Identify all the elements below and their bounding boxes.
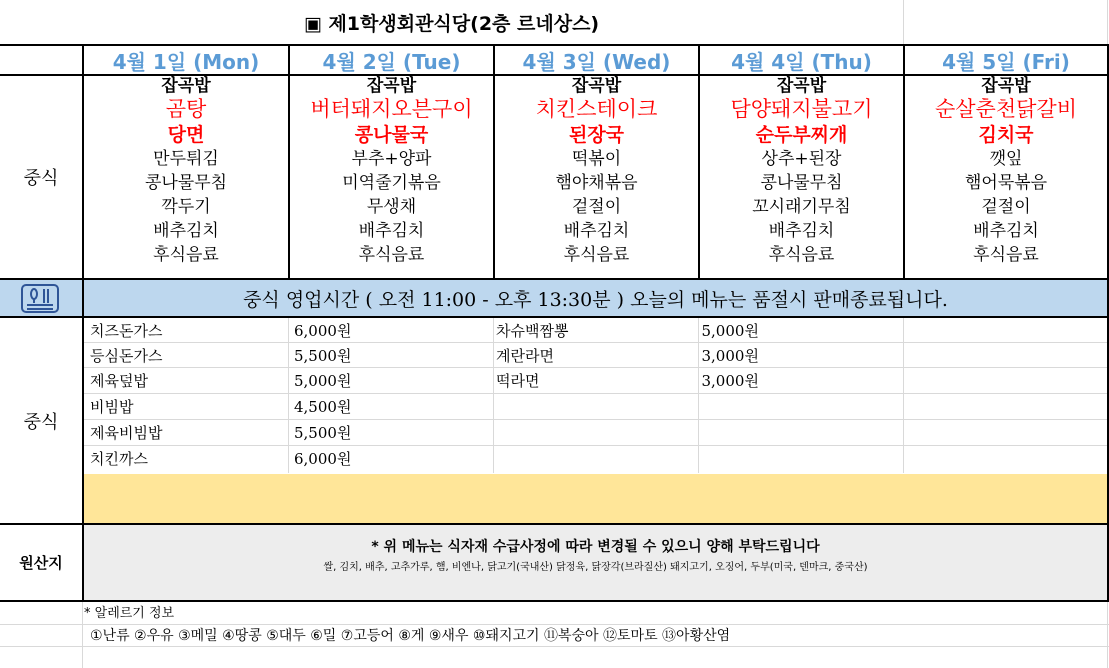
menu-row [84,395,494,419]
menu-price: 6,000원 [294,450,352,468]
day-header-tue: 4월 2일 (Tue) [322,49,461,74]
main-dish: 담양돼지불고기 [730,97,873,121]
main-dish: 순살춘천닭갈비 [934,97,1077,121]
menu-row [84,447,494,471]
side-dish: 깍두기 [161,197,211,217]
soup-dish: 순두부찌개 [755,124,848,146]
menu-name: 계란라면 [496,347,554,365]
side-dish: 상추+된장 [761,149,842,169]
lunch-label: 중식 [23,168,59,189]
menu-name: 떡라면 [496,372,540,390]
soup-dish: 된장국 [568,124,625,146]
rice-item: 잡곡밥 [981,76,1031,96]
menu-name: 치킨까스 [90,450,148,468]
origin-notice: * 위 메뉴는 식자재 수급사정에 따라 변경될 수 있으니 양해 부탁드립니다 [371,539,820,555]
rice-item: 잡곡밥 [161,76,211,96]
side-dish: 배추김치 [768,221,835,241]
menu-price: 5,500원 [294,424,352,442]
side-dish: 후식음료 [768,245,835,265]
menu-name: 비빔밥 [90,398,134,416]
menu-name: 제육비빔밥 [90,424,163,442]
day-header-wed: 4월 3일 (Wed) [522,49,671,74]
side-dish: 배추김치 [973,221,1039,241]
side-dish: 후식음료 [973,245,1039,265]
day-header-fri: 4월 5일 (Fri) [942,49,1070,74]
menu-row [84,319,494,343]
day-menu-thu [700,76,903,276]
day-menu-tue [290,76,493,276]
day-header-mon: 4월 1일 (Mon) [112,49,260,74]
side-dish: 떡볶이 [571,149,622,169]
soup-dish: 당면 [167,124,205,146]
hours-banner-text: 중식 영업시간 ( 오전 11:00 - 오후 13:30분 ) 오늘의 메뉴는 품절시 판매종료됩니다. [243,289,948,311]
origin-label: 원산지 [19,554,63,572]
menu-price: 6,000원 [294,322,352,340]
side-dish: 배추김치 [153,221,219,241]
menu-price: 5,000원 [701,322,759,340]
side-dish: 햄야채볶음 [555,173,638,193]
rice-item: 잡곡밥 [776,76,827,96]
main-dish: 치킨스테이크 [535,97,658,121]
side-dish: 콩나물무침 [760,173,843,193]
menu-row [84,369,494,393]
menu-row [490,319,900,343]
side-dish: 콩나물무침 [144,173,228,193]
menu-row [490,369,900,393]
page-title: ▣ 제1학생회관식당(2층 르네상스) [303,12,600,35]
fixed-menu-left [84,319,494,471]
rice-item: 잡곡밥 [571,76,622,96]
side-dish: 깻잎 [989,149,1023,169]
menu-name: 차슈백짬뽕 [496,322,569,340]
side-dish: 부추+양파 [351,149,432,169]
menu-name: 등심돈가스 [90,347,163,365]
side-dish: 배추김치 [563,221,630,241]
side-dish: 겉절이 [571,197,622,217]
rice-item: 잡곡밥 [366,76,417,96]
menu-price: 4,500원 [294,398,352,416]
side-dish: 후식음료 [358,245,425,265]
menu-price: 5,000원 [294,372,352,390]
menu-row [490,344,900,368]
highlight-band [84,474,1107,523]
side-dish: 꼬시래기무침 [752,197,851,217]
day-menu-mon [84,76,288,276]
side-dish: 겉절이 [981,197,1031,217]
menu-price: 3,000원 [701,372,759,390]
origin-list: 쌀, 김치, 배추, 고추가루, 햄, 비엔나, 닭고기(국내산) 닭정육, 닭장각(브라질산) 돼지고기, 오징어, 두부(미국, 덴마크, 중국산) [323,562,868,573]
fixed-menu-right [490,319,900,393]
menu-price: 5,500원 [294,347,352,365]
side-dish: 배추김치 [358,221,425,241]
day-menu-fri [905,76,1107,276]
menu-name: 치즈돈가스 [90,322,163,340]
side-dish: 후식음료 [563,245,630,265]
menu-row [84,344,494,368]
day-menu-wed [495,76,698,276]
allergy-title: * 알레르기 정보 [84,606,175,621]
fixed-menu-label: 중식 [23,411,59,433]
allergy-list: ①난류 ②우유 ③메밀 ④땅콩 ⑤대두 ⑥밀 ⑦고등어 ⑧게 ⑨새우 ⑩돼지고기 ⑪복숭아 ⑫토마토 ⑬아황산염 [90,628,731,644]
main-dish: 곰탕 [165,97,207,121]
side-dish: 무생채 [366,197,417,217]
main-dish: 버터돼지오븐구이 [310,97,473,121]
side-dish: 만두튀김 [153,149,219,169]
menu-row [84,421,494,445]
side-dish: 후식음료 [153,245,219,265]
side-dish: 햄어묵볶음 [964,173,1048,193]
soup-dish: 김치국 [978,124,1034,146]
menu-name: 제육덮밥 [90,372,148,390]
side-dish: 미역줄기볶음 [342,173,441,193]
day-header-thu: 4월 4일 (Thu) [731,49,872,74]
soup-dish: 콩나물국 [354,124,429,146]
menu-price: 3,000원 [701,347,759,365]
utensils-icon [20,283,60,314]
